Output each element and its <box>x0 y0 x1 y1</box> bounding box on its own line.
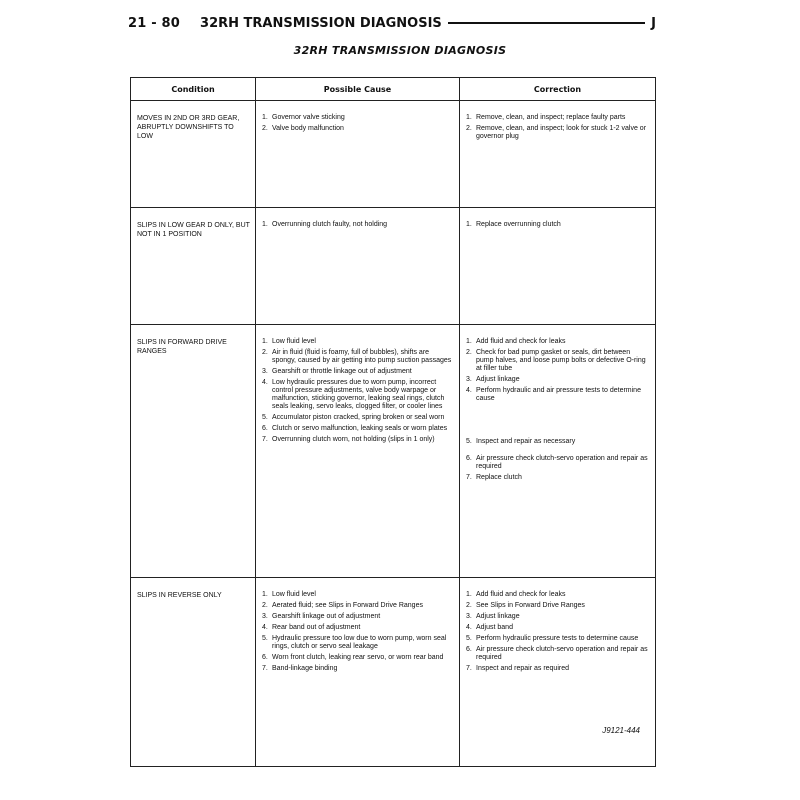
cause-list <box>256 208 459 229</box>
list-item: 5. Perform hydraulic pressure tests to determine cause <box>466 635 639 642</box>
page-header <box>128 14 656 32</box>
list-item: 4. Rear band out of adjustment <box>262 624 361 631</box>
list-item: 2. Check for bad pump gasket or seals, dirt between pump halves, and loose pump bolts or defective O-ring at filler tube <box>466 349 646 372</box>
column-header-possible-cause: Possible Cause <box>256 78 460 101</box>
list-item: 5. Accumulator piston cracked, spring broken or seal worn <box>262 414 445 421</box>
list-item: 7. Band-linkage binding <box>262 665 338 672</box>
list-item: 5. Hydraulic pressure too low due to worn pump, worn seal rings, clutch or servo seal leakage <box>262 635 447 650</box>
list-item: 1. Remove, clean, and inspect; replace faulty parts <box>466 114 626 121</box>
list-item: 3. Adjust linkage <box>466 376 520 383</box>
list-item: 6. Clutch or servo malfunction, leaking seals or worn plates <box>262 425 448 432</box>
list-item: 7. Inspect and repair as required <box>466 665 569 672</box>
list-item: 6. Air pressure check clutch-servo operation and repair as required <box>466 646 648 661</box>
list-item: 3. Adjust linkage <box>466 613 520 620</box>
cause-list <box>256 578 459 673</box>
table-row <box>131 578 656 767</box>
list-item: 1. Low fluid level <box>262 338 316 345</box>
page-number: 21 - 80 <box>128 15 181 31</box>
list-item: 1. Replace overrunning clutch <box>466 221 561 228</box>
condition-cell: SLIPS IN REVERSE ONLY <box>137 592 222 599</box>
cause-list <box>256 325 459 444</box>
list-item: 1. Add fluid and check for leaks <box>466 591 566 598</box>
list-item: 4. Adjust band <box>466 624 513 631</box>
list-item: 6. Worn front clutch, leaking rear servo, or worn rear band <box>262 654 444 661</box>
list-item: 4. Low hydraulic pressures due to worn pump, incorrect control pressure adjustments, valve body warpage or malfunction, sticking governor, leaking seal rings, clutch seals leaking, servo leaks, clogged filter, or cooler lines <box>262 379 445 410</box>
list-item: 2. Valve body malfunction <box>262 125 344 132</box>
list-item: 1. Low fluid level <box>262 591 316 598</box>
column-header-condition: Condition <box>131 78 256 101</box>
condition-cell: SLIPS IN FORWARD DRIVE RANGES <box>137 339 227 355</box>
condition-cell: MOVES IN 2ND OR 3RD GEAR, ABRUPTLY DOWNSHIFTS TO LOW <box>137 115 240 140</box>
list-item: 5. Inspect and repair as necessary <box>466 438 576 445</box>
figure-reference: J9121-444 <box>602 726 640 735</box>
list-item: 2. Air in fluid (fluid is foamy, full of bubbles), shifts are spongy, caused by air getting into pump suction passages <box>262 349 452 364</box>
table-row <box>131 208 656 325</box>
list-item: 1. Add fluid and check for leaks <box>466 338 566 345</box>
correction-list <box>460 325 655 482</box>
list-item: 3. Gearshift linkage out of adjustment <box>262 613 381 620</box>
list-item: 6. Air pressure check clutch-servo operation and repair as required <box>466 455 648 470</box>
header-rule <box>448 22 645 24</box>
correction-list <box>460 578 655 673</box>
list-item: 1. Governor valve sticking <box>262 114 345 121</box>
correction-list <box>460 208 655 229</box>
diagnosis-table <box>130 77 656 767</box>
list-item: 1. Overrunning clutch faulty, not holding <box>262 221 388 228</box>
list-item: 3. Gearshift or throttle linkage out of adjustment <box>262 368 412 375</box>
table-row <box>131 101 656 208</box>
cause-list <box>256 101 459 133</box>
list-item: 7. Replace clutch <box>466 474 522 481</box>
list-item: 7. Overrunning clutch worn, not holding (slips in 1 only) <box>262 436 435 443</box>
condition-cell: SLIPS IN LOW GEAR D ONLY, BUT NOT IN 1 POSITION <box>137 222 250 238</box>
section-title: 32RH TRANSMISSION DIAGNOSIS <box>200 15 442 31</box>
manual-letter: J <box>651 15 656 31</box>
table-row <box>131 325 656 578</box>
list-item: 4. Perform hydraulic and air pressure tests to determine cause <box>466 387 641 402</box>
document-title: 32RH TRANSMISSION DIAGNOSIS <box>293 44 507 57</box>
list-item: 2. See Slips in Forward Drive Ranges <box>466 602 585 609</box>
list-item: 2. Aerated fluid; see Slips in Forward Drive Ranges <box>262 602 423 609</box>
column-header-correction: Correction <box>460 78 656 101</box>
correction-list <box>460 101 655 141</box>
list-item: 2. Remove, clean, and inspect; look for stuck 1-2 valve or governor plug <box>466 125 647 140</box>
